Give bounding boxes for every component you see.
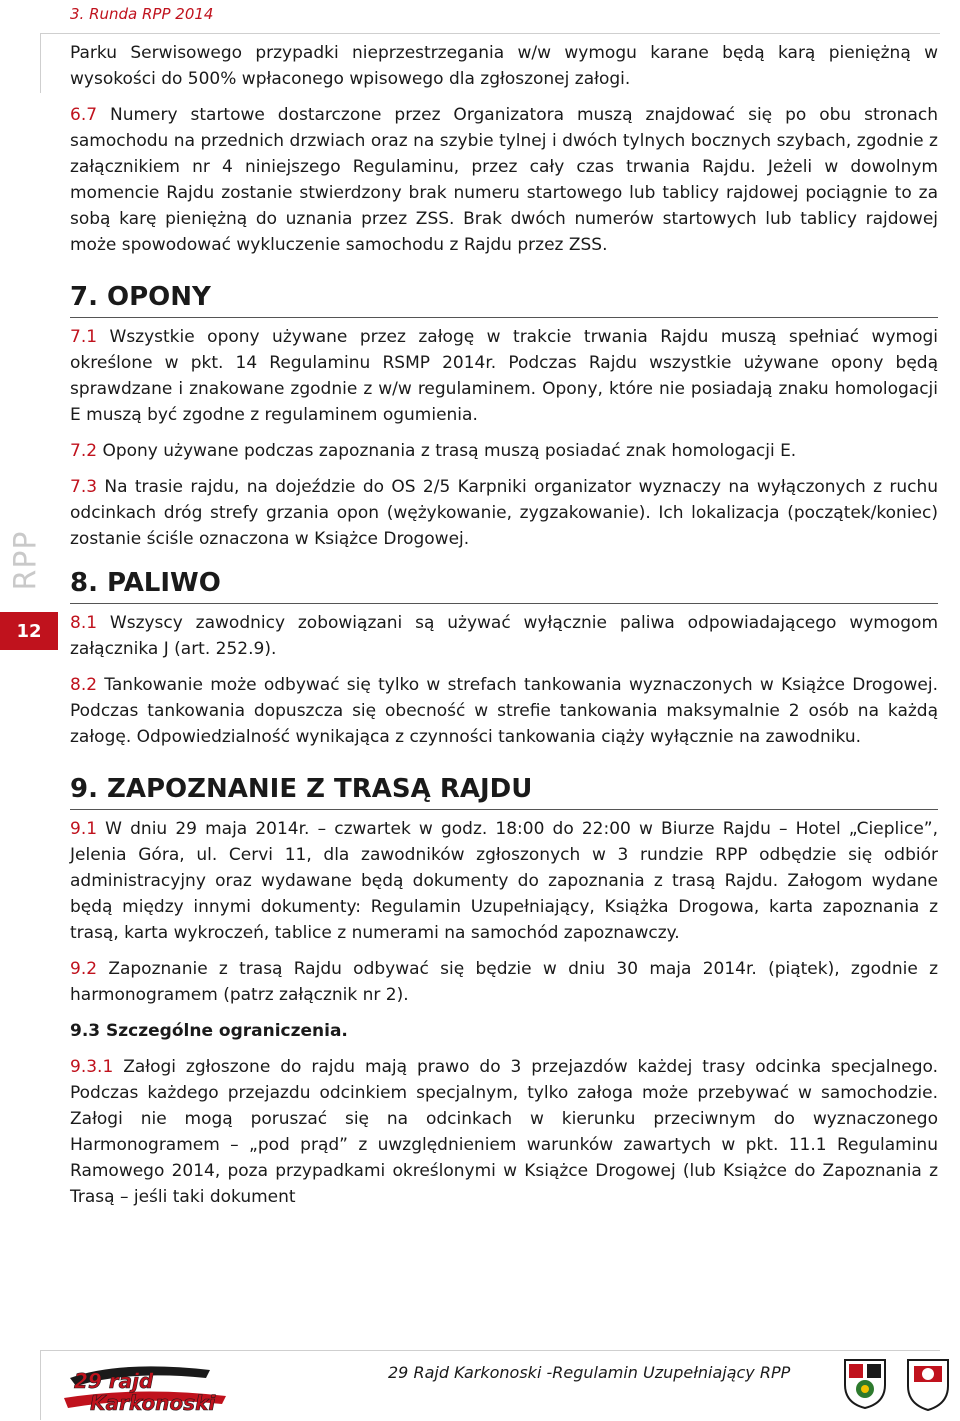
- paragraph-text: Numery startowe dostarczone przez Organizatora muszą znajdować się po obu stronach samochodu na przednich drzwiach oraz na szybie tylnej i dwóch tylnych bocznych szybach, zgodnie z załącznikiem nr 4 niniejszego Regulaminu, przez cały czas trwania Rajdu. Jeżeli w dowolnym momencie Rajdu zostanie stwierdzony brak numeru startowego lub tablicy rajdowej pociągnie to za sobą karę pieniężną do uznania przez ZSS. Brak dwóch numerów startowych lub tablicy rajdowej może spowodować wykluczenie samochodu z Rajdu przez ZSS.: [70, 105, 938, 255]
- paragraph-number: 9.3.1: [70, 1057, 114, 1077]
- rally-logo-graphic: [60, 1358, 230, 1413]
- paragraph-8-1: [70, 610, 938, 662]
- paragraph-6-6-continued: Parku Serwisowego przypadki nieprzestrzegania w/w wymogu karane będą karą pieniężną w wysokości do 500% wpłaconego wpisowego dla zgłoszonej załogi.: [70, 43, 938, 89]
- header-left-rule: [40, 33, 41, 93]
- paragraph-8-2: [70, 672, 938, 750]
- pzm-emblem-icon: [900, 1352, 955, 1412]
- sidebar-label-text: RPP: [8, 530, 44, 591]
- paragraph-text: Na trasie rajdu, na dojeździe do OS 2/5 Karpniki organizator wyznaczy na wyłączonych z ruchu odcinkach dróg strefy grzania opon (wężykowanie, zygzakowanie). Ich lokalizacja (początek/koniec) zostanie ściśle oznaczona w Książce Drogowej.: [70, 477, 938, 549]
- footer-left-rule: [40, 1350, 41, 1420]
- paragraph-number: 7.2: [70, 441, 98, 461]
- paragraph-9-1: [70, 816, 938, 946]
- paragraph-number: 6.7: [70, 105, 98, 125]
- logo-line1: 29 rajd: [74, 1369, 154, 1393]
- paragraph-number: 7.1: [70, 327, 98, 347]
- logo-line2: Karkonoski: [90, 1391, 216, 1413]
- paragraph-text: W dniu 29 maja 2014r. – czwartek w godz. 18:00 do 22:00 w Biurze Rajdu – Hotel „Cieplice”, Jelenia Góra, ul. Cervi 11, dla zawodników zgłoszonych w 3 rundzie RPP odbędzie się odbiór administracyjny oraz wydawane będą dokumenty do zapoznania z trasą Rajdu. Załogom wydane będą między innymi dokumenty: Regulamin Uzupełniający, Książka Drogowa, karta zapoznania z trasą, karta wykroczeń, tablice z numerami na samochód zapoznawczy.: [70, 819, 938, 943]
- section-heading-opony: 7. OPONY: [70, 282, 938, 318]
- paragraph-number: 9.2: [70, 959, 98, 979]
- paragraph-text: Wszystkie opony używane przez załogę w trakcie trwania Rajdu muszą spełniać wymogi określone w pkt. 14 Regulaminu RSMP 2014r. Podczas Rajdu wszystkie używane opony będą sprawdzane i znakowane zgodnie z w/w regulaminem. Opony, które nie posiadają znaku homologacji E muszą być zgodne z regulaminem ogumienia.: [70, 327, 938, 425]
- footer-rule: [40, 1350, 940, 1351]
- paragraph-6-7: [70, 102, 938, 258]
- paragraph-number: 9.1: [70, 819, 98, 839]
- paragraph-7-2: [70, 438, 938, 464]
- rally-logo: [60, 1358, 230, 1413]
- club-emblem-icon: [840, 1355, 890, 1410]
- section-heading-zapoznanie: 9. ZAPOZNANIE Z TRASĄ RAJDU: [70, 774, 938, 810]
- paragraph-text: Załogi zgłoszone do rajdu mają prawo do 3 przejazdów każdej trasy odcinka specjalnego. Podczas każdego przejazdu odcinkiem specjalnym, tylko załoga może przebywać w samochodzie. Załogi nie mogą poruszać się na odcinkach w kierunku przeciwnym do wyznaczonego Harmonogramem – „pod prąd” z uwzględnieniem warunków zawartych w pkt. 11.1 Regulaminu Ramowego 2014, poza przypadkami określonymi w Książce Drogowej (lub Książce do Zapoznania z Trasą – jeśli taki dokument: [70, 1057, 938, 1207]
- paragraph-7-1: [70, 324, 938, 428]
- paragraph-9-3-1: [70, 1054, 938, 1210]
- paragraph-number: 8.1: [70, 613, 98, 633]
- paragraph-9-2: [70, 956, 938, 1008]
- paragraph-number: 7.3: [70, 477, 98, 497]
- paragraph-7-3: [70, 474, 938, 552]
- paragraph-text: Opony używane podczas zapoznania z trasą muszą posiadać znak homologacji E.: [97, 441, 797, 461]
- paragraph-text: Wszyscy zawodnicy zobowiązani są używać wyłącznie paliwa odpowiadającego wymogom załącznika J (art. 252.9).: [70, 613, 938, 659]
- page-header-title: 3. Runda RPP 2014: [70, 5, 214, 23]
- paragraph-number: 8.2: [70, 675, 98, 695]
- section-heading-paliwo: 8. PALIWO: [70, 568, 938, 604]
- sidebar-label: [8, 515, 68, 595]
- document-body: [70, 40, 938, 1210]
- page-number-badge: 12: [0, 612, 58, 650]
- subheading-9-3: 9.3 Szczególne ograniczenia.: [70, 1021, 348, 1041]
- paragraph-text: Tankowanie może odbywać się tylko w strefach tankowania wyznaczonych w Książce Drogowej. Podczas tankowania dopuszcza się obecność w strefie tankowania maksymalnie 2 osób na każdą załogę. Odpowiedzialność wynikająca z czynności tankowania ciąży wyłącznie na zawodniku.: [70, 675, 938, 747]
- header-rule: [40, 33, 940, 34]
- paragraph-text: Zapoznanie z trasą Rajdu odbywać się będzie w dniu 30 maja 2014r. (piątek), zgodnie z harmonogramem (patrz załącznik nr 2).: [70, 959, 938, 1005]
- footer-title: 29 Rajd Karkonoski -Regulamin Uzupełniający RPP: [388, 1363, 791, 1382]
